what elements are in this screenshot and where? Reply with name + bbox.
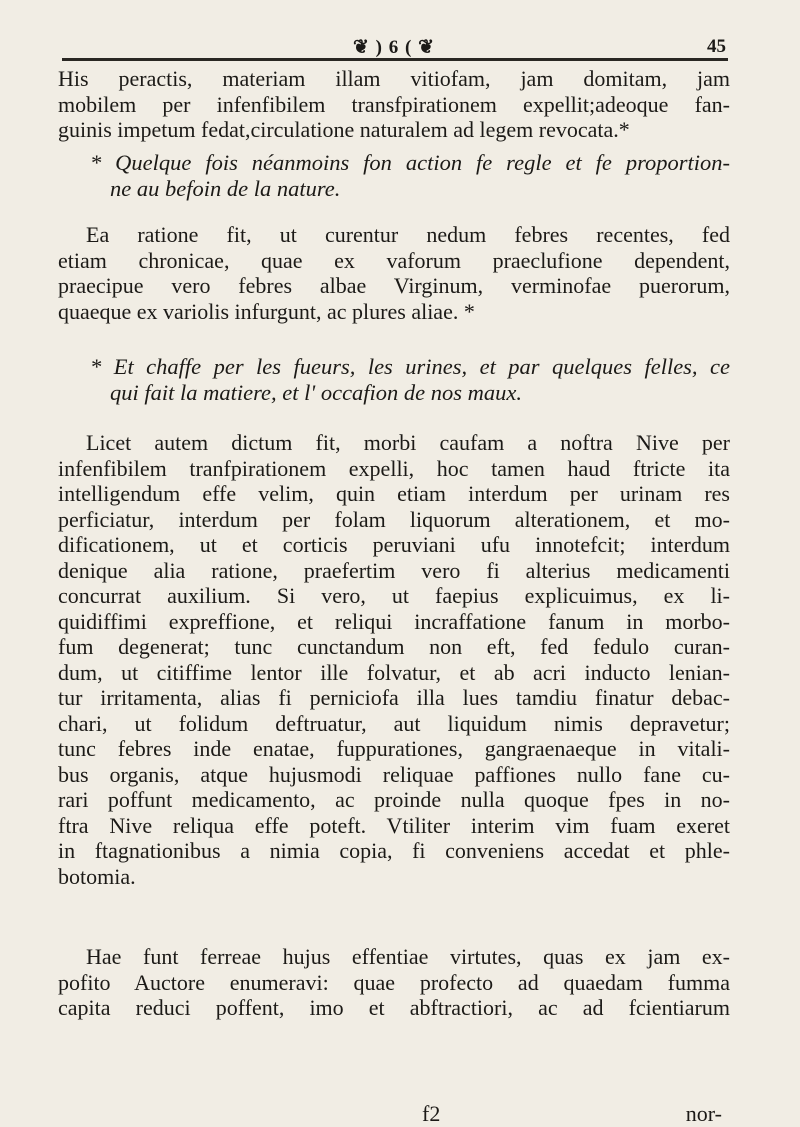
text-line: quaeque ex variolis infurgunt, ac plures aliae. * bbox=[58, 298, 475, 324]
text-line: capita reduci poffent, imo et abftractiori, ac ad fcientiarum bbox=[58, 995, 730, 1020]
text-line: perficiatur, interdum per folam liquorum alterationem, et mo- bbox=[58, 506, 730, 532]
text-line: praecipue vero febres albae Virginum, verminofae puerorum, bbox=[58, 273, 730, 298]
french-note-2 bbox=[58, 354, 730, 405]
paragraph-4 bbox=[58, 944, 730, 1021]
header-ornament: ❦ ) 6 ( ❦ bbox=[353, 37, 435, 58]
text-line: ne au befoin de la nature. bbox=[110, 175, 341, 201]
paragraph-2 bbox=[58, 222, 730, 324]
running-header bbox=[60, 36, 728, 64]
text-line: dificationem, ut et corticis peruviani ufu innotefcit; interdum bbox=[58, 532, 730, 557]
text-line: bus organis, atque hujusmodi reliquae paffiones nullo fane cu- bbox=[58, 761, 730, 787]
text-line: fum degenerat; tunc cunctandum non eft, fed fedulo curan- bbox=[58, 634, 730, 659]
text-line: tunc febres inde enatae, fuppurationes, gangraenaeque in vitali- bbox=[58, 736, 730, 761]
text-line: intelligendum effe velim, quin etiam interdum per urinam res bbox=[58, 481, 730, 506]
text-line: Licet autem dictum fit, morbi caufam a noftra Nive per bbox=[86, 430, 730, 455]
text-line: guinis impetum fedat,circulatione naturalem ad legem revocata.* bbox=[58, 117, 630, 142]
text-line: His peractis, materiam illam vitiofam, jam domitam, jam bbox=[58, 66, 730, 91]
catchword: nor- bbox=[685, 1101, 722, 1126]
paragraph-1 bbox=[58, 66, 730, 143]
text-line: denique alia ratione, praefertim vero fi alterius medicamenti bbox=[58, 557, 730, 583]
signature-mark: f2 bbox=[422, 1101, 441, 1126]
text-line: Hae funt ferreae hujus effentiae virtutes, quas ex jam ex- bbox=[86, 944, 730, 969]
text-line: * Quelque fois néanmoins fon action fe regle et fe proportion- bbox=[90, 150, 730, 175]
text-line: rari poffunt medicamento, ac proinde nulla quoque fpes in no- bbox=[58, 787, 730, 812]
text-line: ftra Nive reliqua effe poteft. Vtiliter interim vim fuam exeret bbox=[58, 812, 730, 838]
text-line: botomia. bbox=[58, 863, 136, 889]
text-line: * Et chaffe per les fueurs, les urines, et par quelques felles, ce bbox=[90, 354, 730, 379]
text-line: quidiffimi expreffione, et reliqui incraffatione fanum in morbo- bbox=[58, 608, 730, 634]
text-line: etiam chronicae, quae ex vaforum praeclufione dependent, bbox=[58, 247, 730, 273]
text-line: infenfibilem tranfpirationem expelli, hoc tamen haud ftricte ita bbox=[58, 455, 730, 481]
paragraph-3 bbox=[58, 430, 730, 889]
text-line: tur irritamenta, alias fi perniciofa illa lues tamdiu finatur debac- bbox=[58, 685, 730, 710]
text-line: dum, ut citiffime lentor ille folvatur, et ab acri inducto lenian- bbox=[58, 659, 730, 685]
text-line: qui fait la matiere, et l' occafion de nos maux. bbox=[110, 379, 523, 405]
text-line: in ftagnationibus a nimia copia, fi conveniens accedat et phle- bbox=[58, 838, 730, 863]
text-line: concurrat auxilium. Si vero, ut faepius explicuimus, ex li- bbox=[58, 583, 730, 608]
text-line: chari, ut folidum deftruatur, aut liquidum nimis depravetur; bbox=[58, 710, 730, 736]
french-note-1 bbox=[58, 150, 730, 201]
page-number: 45 bbox=[707, 36, 726, 57]
text-line: mobilem per infenfibilem transfpirationem expellit;adeoque fan- bbox=[58, 91, 730, 117]
text-line: Ea ratione fit, ut curentur nedum febres recentes, fed bbox=[86, 222, 730, 247]
text-line: pofito Auctore enumeravi: quae profecto ad quaedam fumma bbox=[58, 969, 730, 995]
header-rule bbox=[62, 58, 728, 61]
